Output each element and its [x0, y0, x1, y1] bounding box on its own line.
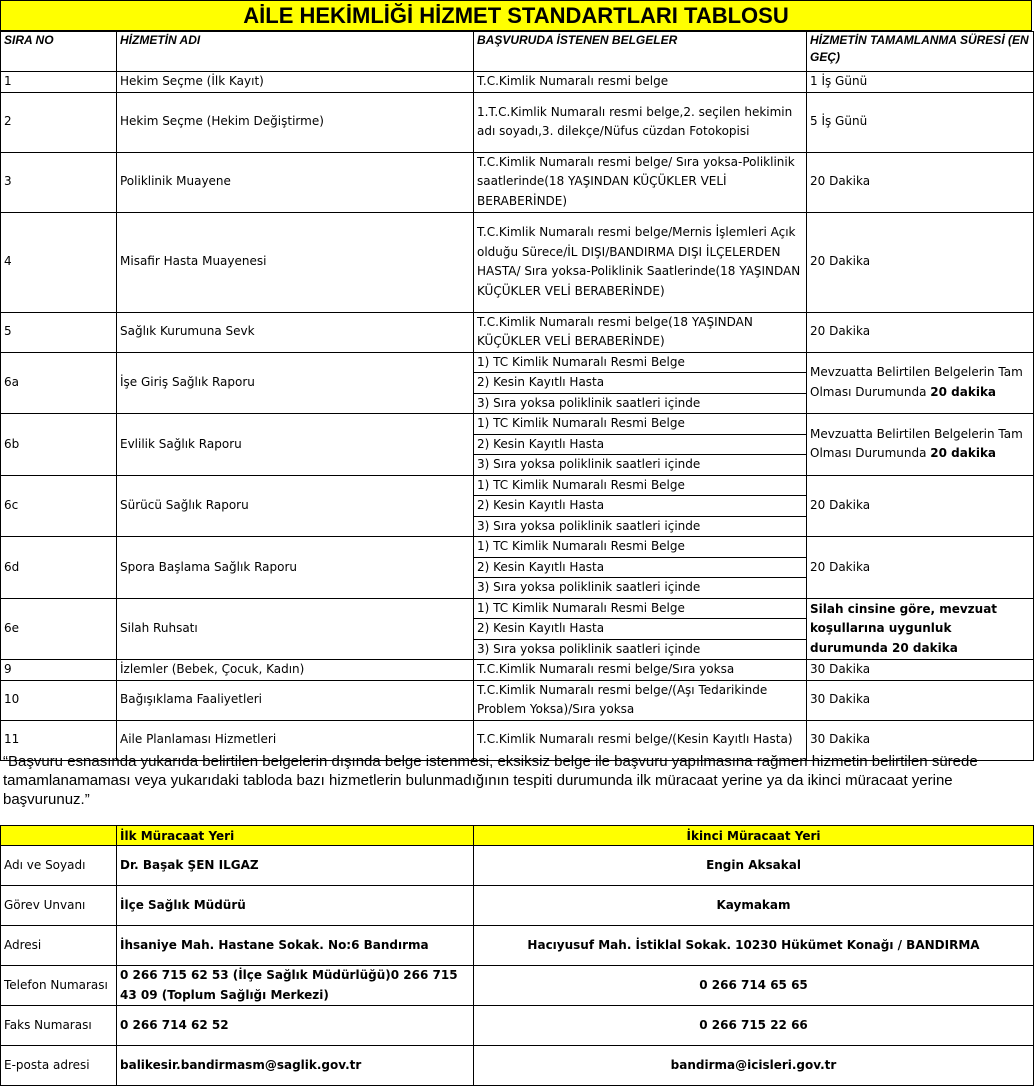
- row-docs: 1.T.C.Kimlik Numaralı resmi belge,2. seçilen hekimin adı soyadı,3. dilekçe/Nüfus cüzdan Fotokopisi: [474, 92, 807, 152]
- row-name: Sağlık Kurumuna Sevk: [117, 312, 474, 352]
- row-no: 11: [1, 720, 117, 760]
- row-docs: T.C.Kimlik Numaralı resmi belge/Mernis İşlemleri Açık olduğu Sürece/İL DIŞI/BANDIRMA DIŞI İLÇELERDEN HASTA/ Sıra yoksa-Poliklinik Saatlerinde(18 YAŞINDAN KÜÇÜKLER VELİ BERABERİNDE): [474, 212, 807, 312]
- row-doc-item: 1) TC Kimlik Numaralı Resmi Belge: [474, 475, 807, 496]
- contact-row: [1, 1006, 1034, 1046]
- row-doc-item: 2) Kesin Kayıtlı Hasta: [474, 434, 807, 455]
- row-doc-item: 3) Sıra yoksa poliklinik saatleri içinde: [474, 578, 807, 599]
- table-row: [1, 414, 1034, 435]
- row-time: 20 Dakika: [807, 312, 1034, 352]
- contact-second: Engin Aksakal: [474, 846, 1034, 886]
- row-no: 6b: [1, 414, 117, 476]
- row-no: 6a: [1, 352, 117, 414]
- row-no: 6e: [1, 598, 117, 660]
- row-time: 1 İş Günü: [807, 72, 1034, 93]
- row-time: 30 Dakika: [807, 680, 1034, 720]
- row-docs: T.C.Kimlik Numaralı resmi belge/Sıra yoksa: [474, 660, 807, 681]
- row-doc-item: 3) Sıra yoksa poliklinik saatleri içinde: [474, 639, 807, 660]
- contact-header-second: İkinci Müracaat Yeri: [474, 826, 1034, 846]
- row-name: Evlilik Sağlık Raporu: [117, 414, 474, 476]
- row-doc-item: 2) Kesin Kayıtlı Hasta: [474, 496, 807, 517]
- row-doc-item: 2) Kesin Kayıtlı Hasta: [474, 373, 807, 394]
- contact-first: İlçe Sağlık Müdürü: [117, 886, 474, 926]
- note-text: “Başvuru esnasında yukarıda belirtilen belgelerin dışında belge istenmesi, eksiksiz belge ile başvuru yapılmasına rağmen hizmetin belirtilen sürede tamamlanamaması veya yukarıdaki tabloda bazı hizmetlerin bulunmadığının tespiti durumunda ilk müracaat yerine ya da ikinci müracaat yerine başvurunuz.”: [3, 753, 978, 808]
- row-time: 20 Dakika: [807, 152, 1034, 212]
- row-name: Hekim Seçme (Hekim Değiştirme): [117, 92, 474, 152]
- contact-label: Adresi: [1, 926, 117, 966]
- row-doc-item: 2) Kesin Kayıtlı Hasta: [474, 557, 807, 578]
- row-docs: T.C.Kimlik Numaralı resmi belge/(Kesin Kayıtlı Hasta): [474, 720, 807, 760]
- contact-first: 0 266 714 62 52: [117, 1006, 474, 1046]
- contact-label: Görev Unvanı: [1, 886, 117, 926]
- contact-row: [1, 926, 1034, 966]
- row-name: Silah Ruhsatı: [117, 598, 474, 660]
- row-doc-item: 2) Kesin Kayıtlı Hasta: [474, 619, 807, 640]
- contact-table: [0, 825, 1034, 1086]
- contact-first: 0 266 715 62 53 (İlçe Sağlık Müdürlüğü)0 266 715 43 09 (Toplum Sağlığı Merkezi): [117, 966, 474, 1006]
- table-row: [1, 660, 1034, 681]
- row-doc-item: 3) Sıra yoksa poliklinik saatleri içinde: [474, 455, 807, 476]
- row-name: Sürücü Sağlık Raporu: [117, 475, 474, 537]
- row-time: 30 Dakika: [807, 660, 1034, 681]
- header-hizmet-adi: HİZMETİN ADI: [117, 32, 474, 72]
- row-time: Mevzuatta Belirtilen Belgelerin Tam Olması Durumunda 20 dakika: [807, 414, 1034, 476]
- row-no: 10: [1, 680, 117, 720]
- row-docs: T.C.Kimlik Numaralı resmi belge/ Sıra yoksa-Poliklinik saatlerinde(18 YAŞINDAN KÜÇÜKLER VELİ BERABERİNDE): [474, 152, 807, 212]
- table-row: [1, 212, 1034, 312]
- table-row: [1, 92, 1034, 152]
- contact-header-empty: [1, 826, 117, 846]
- row-doc-item: 1) TC Kimlik Numaralı Resmi Belge: [474, 537, 807, 558]
- contact-label: Telefon Numarası: [1, 966, 117, 1006]
- contact-second: 0 266 714 65 65: [474, 966, 1034, 1006]
- contact-row: [1, 1046, 1034, 1086]
- row-time: 20 Dakika: [807, 212, 1034, 312]
- table-row: [1, 475, 1034, 496]
- row-name: Poliklinik Muayene: [117, 152, 474, 212]
- row-time: Silah cinsine göre, mevzuat koşullarına uygunluk durumunda 20 dakika: [807, 598, 1034, 660]
- row-no: 2: [1, 92, 117, 152]
- table-row: [1, 72, 1034, 93]
- row-name: Misafir Hasta Muayenesi: [117, 212, 474, 312]
- row-docs: T.C.Kimlik Numaralı resmi belge/(Aşı Tedarikinde Problem Yoksa)/Sıra yoksa: [474, 680, 807, 720]
- row-no: 5: [1, 312, 117, 352]
- row-docs: T.C.Kimlik Numaralı resmi belge: [474, 72, 807, 93]
- page-title: AİLE HEKİMLİĞİ HİZMET STANDARTLARI TABLOSU: [0, 0, 1032, 31]
- contact-second: Kaymakam: [474, 886, 1034, 926]
- row-name: Hekim Seçme (İlk Kayıt): [117, 72, 474, 93]
- row-doc-item: 3) Sıra yoksa poliklinik saatleri içinde: [474, 516, 807, 537]
- contact-second: Hacıyusuf Mah. İstiklal Sokak. 10230 Hükümet Konağı / BANDIRMA: [474, 926, 1034, 966]
- row-doc-item: 1) TC Kimlik Numaralı Resmi Belge: [474, 352, 807, 373]
- row-no: 1: [1, 72, 117, 93]
- contact-label: E-posta adresi: [1, 1046, 117, 1086]
- row-time: Mevzuatta Belirtilen Belgelerin Tam Olması Durumunda 20 dakika: [807, 352, 1034, 414]
- contact-first: Dr. Başak ŞEN ILGAZ: [117, 846, 474, 886]
- row-no: 9: [1, 660, 117, 681]
- contact-header-first: İlk Müracaat Yeri: [117, 826, 474, 846]
- header-sure: HİZMETİN TAMAMLANMA SÜRESİ (EN GEÇ): [807, 32, 1034, 72]
- contact-second-email-link[interactable]: bandirma@icisleri.gov.tr: [474, 1046, 1034, 1086]
- row-time: 5 İş Günü: [807, 92, 1034, 152]
- header-sira-no: SIRA NO: [1, 32, 117, 72]
- row-name: İşe Giriş Sağlık Raporu: [117, 352, 474, 414]
- row-name: Spora Başlama Sağlık Raporu: [117, 537, 474, 599]
- contact-row: [1, 966, 1034, 1006]
- header-belgeler: BAŞVURUDA İSTENEN BELGELER: [474, 32, 807, 72]
- contact-first: İhsaniye Mah. Hastane Sokak. No:6 Bandırma: [117, 926, 474, 966]
- table-row: [1, 312, 1034, 352]
- contact-label: Adı ve Soyadı: [1, 846, 117, 886]
- table-row: [1, 680, 1034, 720]
- row-name: Bağışıklama Faaliyetleri: [117, 680, 474, 720]
- service-standards-table: [0, 31, 1034, 761]
- row-doc-item: 1) TC Kimlik Numaralı Resmi Belge: [474, 414, 807, 435]
- row-time: 30 Dakika: [807, 720, 1034, 760]
- table-row: [1, 598, 1034, 619]
- contact-label: Faks Numarası: [1, 1006, 117, 1046]
- contact-row: [1, 846, 1034, 886]
- row-name: İzlemler (Bebek, Çocuk, Kadın): [117, 660, 474, 681]
- row-no: 3: [1, 152, 117, 212]
- table-row: [1, 537, 1034, 558]
- row-docs: T.C.Kimlik Numaralı resmi belge(18 YAŞINDAN KÜÇÜKLER VELİ BERABERİNDE): [474, 312, 807, 352]
- contact-second: 0 266 715 22 66: [474, 1006, 1034, 1046]
- row-time: 20 Dakika: [807, 475, 1034, 537]
- contact-row: [1, 886, 1034, 926]
- row-no: 6d: [1, 537, 117, 599]
- row-doc-item: 3) Sıra yoksa poliklinik saatleri içinde: [474, 393, 807, 414]
- row-doc-item: 1) TC Kimlik Numaralı Resmi Belge: [474, 598, 807, 619]
- table-row: [1, 152, 1034, 212]
- contact-first-email-link[interactable]: balikesir.bandirmasm@saglik.gov.tr: [117, 1046, 474, 1086]
- row-no: 4: [1, 212, 117, 312]
- row-name: Aile Planlaması Hizmetleri: [117, 720, 474, 760]
- table-row: [1, 352, 1034, 373]
- row-time: 20 Dakika: [807, 537, 1034, 599]
- row-no: 6c: [1, 475, 117, 537]
